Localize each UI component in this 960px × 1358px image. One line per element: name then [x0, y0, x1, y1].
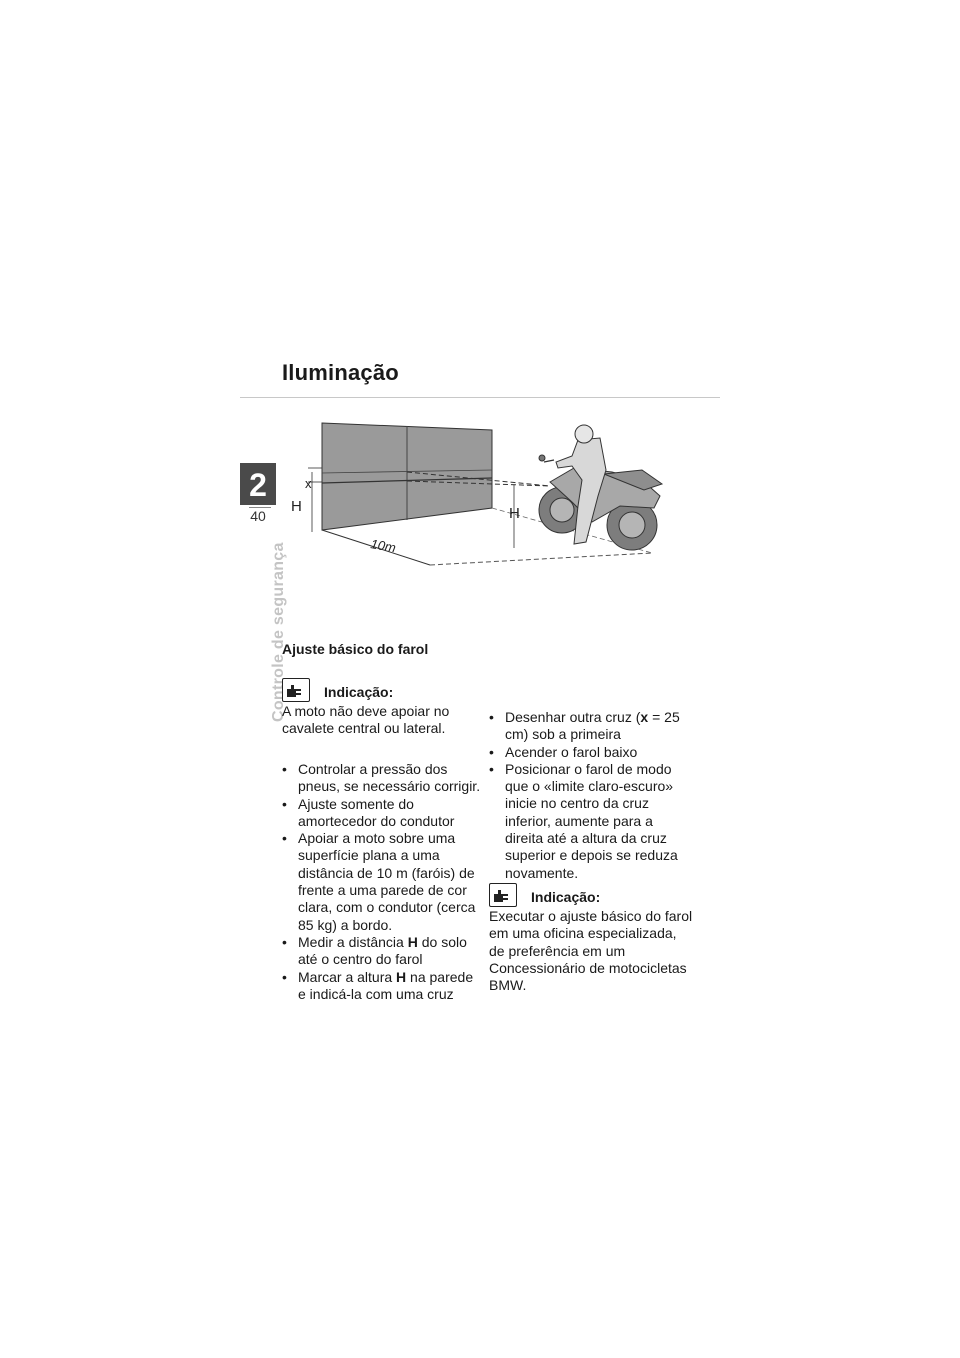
list-item: • Ajuste somente do amortecedor do condutor [282, 796, 482, 831]
chapter-number: 2 [240, 463, 276, 505]
left-instruction-list [282, 761, 482, 1003]
page-number: 40 [250, 508, 266, 524]
list-item: • Desenhar outra cruz (x = 25 cm) sob a primeira [489, 709, 694, 744]
note-hand-icon [282, 678, 310, 702]
headlight-adjustment-illustration [282, 410, 682, 580]
right-instruction-list [489, 709, 694, 882]
list-item: • Marcar a altura H na parede e indicá-la com uma cruz [282, 969, 482, 1004]
note-2-title: Indicação: [531, 889, 601, 905]
note-1 [282, 678, 482, 738]
chapter-label: Controle de segurança [270, 542, 287, 722]
floor-right-line [430, 553, 652, 565]
note-2-text: Executar o ajuste básico do farol em uma oficina especializada, de preferência em um Concessionário de motocicletas BMW. [489, 908, 693, 994]
note-1-title: Indicação: [324, 684, 394, 700]
label-h-left: H [291, 498, 302, 515]
motorcycle-with-rider [539, 425, 662, 550]
list-item: • Posicionar o farol de modo que o «limite claro-escuro» inicie no centro da cruz inferior, aumente para a direita até a altura da cruz superior e depois se reduza novamente. [489, 761, 694, 882]
note-2 [489, 883, 694, 994]
list-item: • Apoiar a moto sobre uma superfície plana a uma distância de 10 m (faróis) de frente a uma parede de cor clara, com o condutor (cerca 85 kg) a bordo. [282, 830, 482, 934]
list-item: • Acender o farol baixo [489, 744, 694, 761]
note-hand-icon [489, 883, 517, 907]
note-1-text: A moto não deve apoiar no cavalete central ou lateral. [282, 703, 450, 737]
rider-helmet [575, 425, 593, 443]
subheading: Ajuste básico do farol [282, 641, 429, 657]
list-item: • Controlar a pressão dos pneus, se necessário corrigir. [282, 761, 482, 796]
label-h-right: H [509, 505, 520, 522]
label-x: x [305, 476, 312, 491]
label-distance: 10m [369, 536, 397, 556]
list-item: • Medir a distância H do solo até o centro do farol [282, 934, 482, 969]
title-divider [240, 397, 720, 398]
section-title: Iluminação [282, 360, 399, 385]
